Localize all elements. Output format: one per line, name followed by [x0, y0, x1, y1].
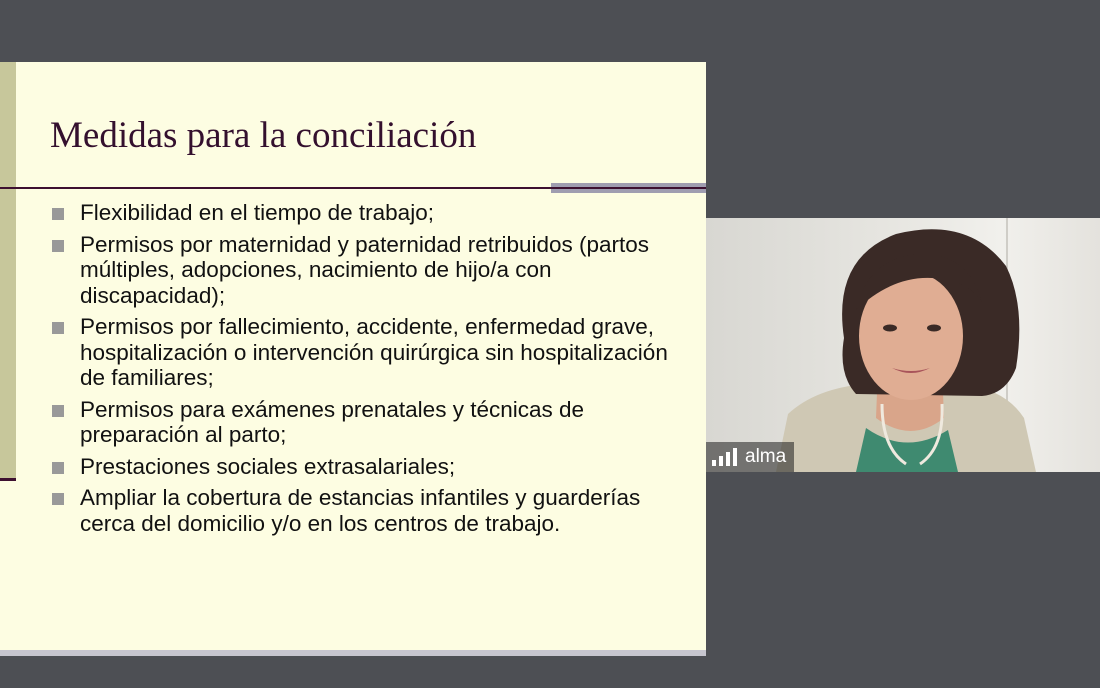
bullet-text: Flexibilidad en el tiempo de trabajo;	[80, 200, 434, 225]
signal-bar	[733, 448, 737, 466]
shared-slide	[0, 62, 706, 650]
bullet-text: Prestaciones sociales extrasalariales;	[80, 453, 456, 479]
signal-bar	[726, 452, 730, 466]
slide-accent-bar	[0, 62, 16, 480]
signal-bar	[719, 456, 723, 466]
slide-title: Medidas para la conciliación	[50, 115, 477, 156]
square-bullet-icon	[52, 322, 64, 334]
square-bullet-icon	[52, 240, 64, 252]
signal-bar	[712, 460, 716, 466]
bullet-item	[52, 314, 692, 391]
bullet-text: Ampliar la cobertura de estancias infantiles y guarderías cerca del domicilio y/o en los centros de trabajo.	[80, 485, 641, 536]
bullet-item	[52, 232, 692, 309]
square-bullet-icon	[52, 208, 64, 220]
bullet-item	[52, 397, 692, 448]
square-bullet-icon	[52, 462, 64, 474]
participant-name: alma	[745, 446, 787, 467]
slide-accent-bar-end	[0, 478, 16, 481]
title-divider-accent-bottom	[551, 189, 706, 193]
square-bullet-icon	[52, 493, 64, 505]
slide-bottom-border	[0, 650, 706, 656]
bullet-text: Permisos para exámenes prenatales y técnicas de preparación al parto;	[80, 396, 585, 447]
participant-video-tile[interactable]	[706, 218, 1100, 472]
title-divider-accent-top	[551, 183, 706, 187]
bullet-item	[52, 454, 692, 480]
square-bullet-icon	[52, 405, 64, 417]
participant-name-tag	[706, 442, 794, 472]
bullet-text: Permisos por maternidad y paternidad retribuidos (partos múltiples, adopciones, nacimiento de hijo/a con discapacidad);	[80, 231, 650, 308]
bullet-item	[52, 485, 692, 536]
slide-bullet-list	[52, 200, 692, 542]
participant-video-image	[706, 218, 1100, 472]
bullet-text: Permisos por fallecimiento, accidente, enfermedad grave, hospitalización o intervención quirúrgica sin hospitalización de familiares;	[80, 314, 668, 390]
signal-bars-icon	[712, 448, 737, 466]
bullet-item	[52, 200, 692, 226]
